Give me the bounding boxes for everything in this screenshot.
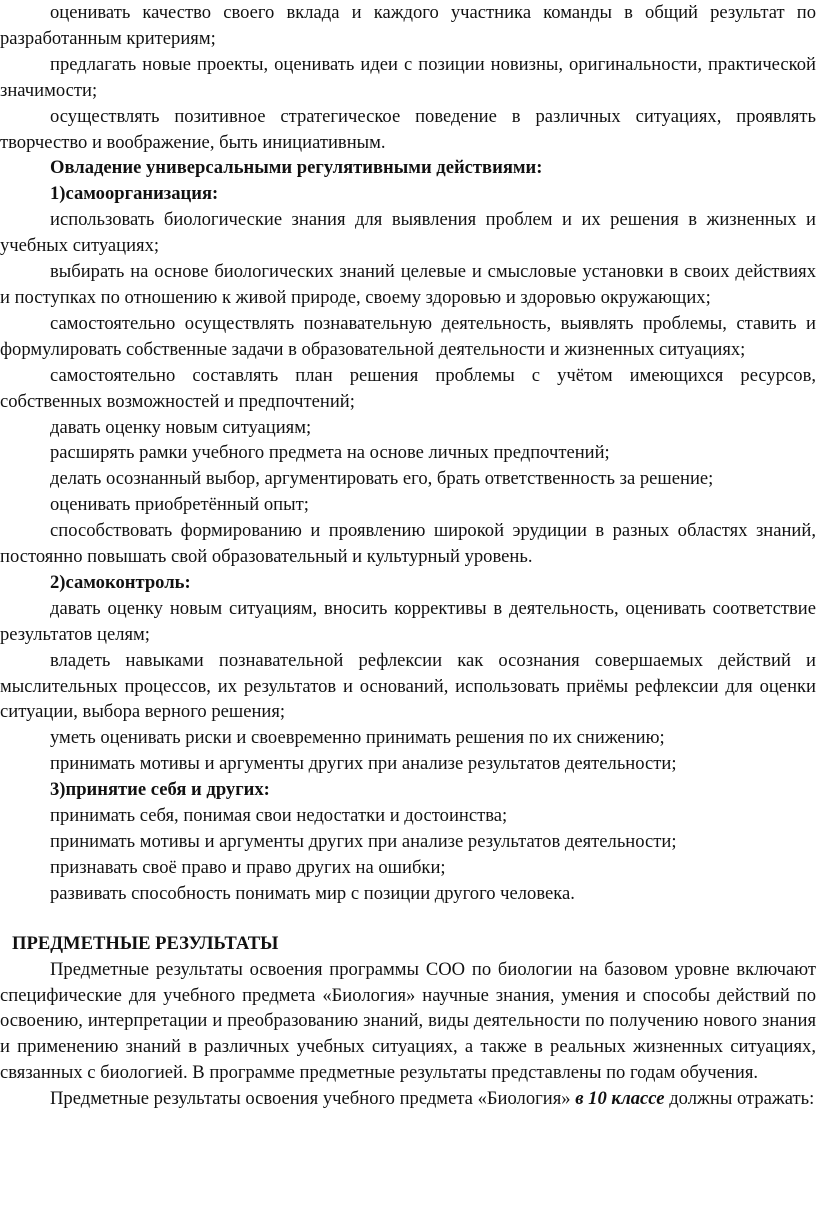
- list-item: развивать способность понимать мир с позиции другого человека.: [50, 882, 575, 904]
- list-item: давать оценку новым ситуациям;: [50, 416, 312, 438]
- list-item: способствовать формированию и проявлению широкой эрудиции в разных областях знаний, постоянно повышать свой образовательный и культурный уровень.: [0, 520, 816, 568]
- list-item: делать осознанный выбор, аргументировать его, брать ответственность за решение;: [50, 468, 714, 490]
- paragraph: оценивать качество своего вклада и каждого участника команды в общий результат по разработанным критериям;: [0, 2, 816, 49]
- regulative-heading: Овладение универсальными регулятивными действиями:: [50, 157, 543, 179]
- list-item: принимать себя, понимая свои недостатки и достоинства;: [50, 805, 508, 827]
- paragraph-text: Предметные результаты освоения учебного предмета «Биология»: [50, 1088, 576, 1110]
- grade-emphasis: в 10 классе: [575, 1088, 665, 1110]
- paragraph-text: должны отражать:: [664, 1088, 815, 1110]
- paragraph: [0, 1086, 816, 1112]
- paragraph: Предметные результаты освоения программы СОО по биологии на базовом уровне включают специфические для учебного предмета «Биология» научные знания, умения и способы действий по освоению, интерпретации и преобразованию знаний, виды деятельности по получению нового знания и применению знаний в различных учебных ситуациях, а также в реальных жизненных ситуациях, связанных с биологией. В программе предметные результаты представлены по годам обучения.: [0, 958, 816, 1084]
- self-organization-heading: 1)самоорганизация:: [50, 183, 219, 205]
- list-item: принимать мотивы и аргументы других при анализе результатов деятельности;: [50, 831, 677, 852]
- paragraph: осуществлять позитивное стратегическое поведение в различных ситуациях, проявлять творчество и воображение, быть инициативным.: [0, 105, 816, 153]
- subject-results-heading: ПРЕДМЕТНЫЕ РЕЗУЛЬТАТЫ: [12, 932, 279, 954]
- list-item: самостоятельно осуществлять познавательную деятельность, выявлять проблемы, ставить и формулировать собственные задачи в образовательной деятельности и жизненных ситуациях;: [0, 312, 816, 360]
- list-item: признавать своё право и право других на ошибки;: [50, 856, 446, 878]
- list-item: оценивать приобретённый опыт;: [50, 494, 309, 516]
- acceptance-heading: 3)принятие себя и других:: [50, 779, 270, 801]
- list-item: принимать мотивы и аргументы других при анализе результатов деятельности;: [50, 753, 677, 775]
- list-item: использовать биологические знания для выявления проблем и их решения в жизненных и учебных ситуациях;: [0, 209, 816, 257]
- list-item: давать оценку новым ситуациям, вносить коррективы в деятельность, оценивать соответствие результатов целям;: [0, 597, 816, 645]
- list-item: расширять рамки учебного предмета на основе личных предпочтений;: [50, 442, 610, 464]
- list-item: самостоятельно составлять план решения проблемы с учётом имеющихся ресурсов, собственных возможностей и предпочтений;: [0, 364, 816, 412]
- paragraph: предлагать новые проекты, оценивать идеи с позиции новизны, оригинальности, практической значимости;: [0, 53, 816, 101]
- list-item: уметь оценивать риски и своевременно принимать решения по их снижению;: [50, 727, 665, 749]
- list-item: выбирать на основе биологических знаний целевые и смысловые установки в своих действиях и поступках по отношению к живой природе, своему здоровью и здоровью окружающих;: [0, 261, 816, 308]
- spacer: [0, 907, 816, 931]
- list-item: владеть навыками познавательной рефлексии как осознания совершаемых действий и мыслительных процессов, их результатов и оснований, использовать приёмы рефлексии для оценки ситуации, выбора верного решения;: [0, 649, 816, 723]
- self-control-heading: 2)самоконтроль:: [50, 571, 191, 593]
